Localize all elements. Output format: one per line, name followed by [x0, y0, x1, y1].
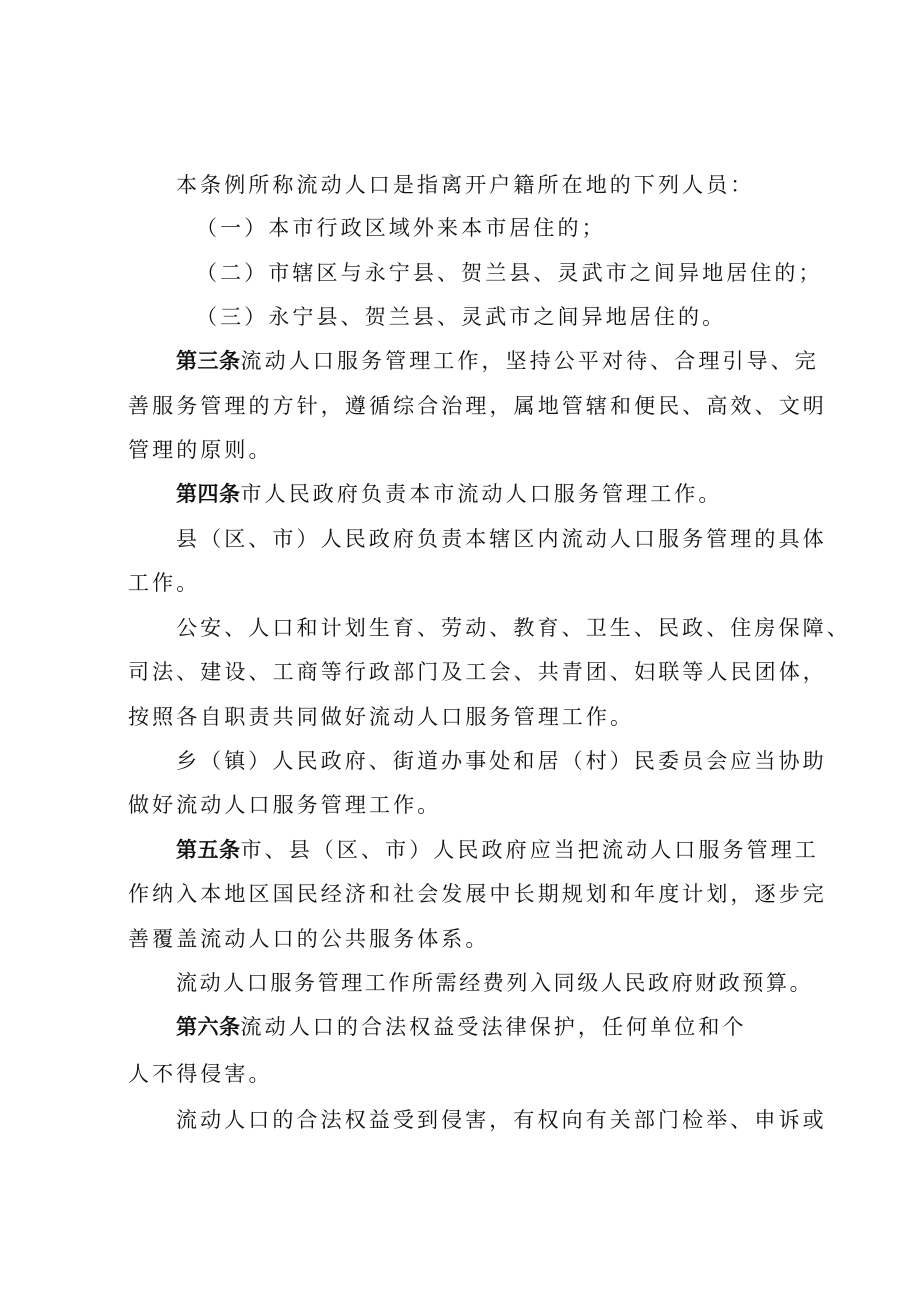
- line-text: 管理的原则。: [128, 438, 273, 462]
- article-3-line: [176, 347, 856, 375]
- line-text: 县（区、市）人民政府负责本辖区内流动人口服务管理的具体: [176, 527, 827, 551]
- paragraph-line: [128, 1060, 808, 1088]
- line-text: 市人民政府负责本市流动人口服务管理工作。: [240, 482, 723, 506]
- article-4-line: [176, 480, 856, 508]
- line-text: （一）本市行政区域外来本市居住的；: [196, 216, 606, 240]
- line-text: 流动人口的合法权益受到侵害，有权向有关部门检举、申诉或: [176, 1108, 827, 1132]
- line-text: 市、县（区、市）人民政府应当把流动人口服务管理工: [240, 838, 819, 862]
- paragraph-line: [128, 436, 808, 464]
- paragraph-line: [176, 525, 856, 553]
- paragraph-line: [128, 392, 827, 420]
- paragraph-line: [128, 658, 827, 686]
- line-text: 流动人口的合法权益受法律保护，任何单位和个: [240, 1015, 747, 1039]
- line-text: 做好流动人口服务管理工作。: [128, 793, 442, 817]
- article-label: 第五条: [176, 838, 241, 862]
- article-5-line: [176, 836, 856, 864]
- paragraph-line: [128, 925, 808, 953]
- paragraph-line: [176, 1106, 856, 1134]
- article-label: 第三条: [176, 349, 241, 373]
- paragraph-line: [128, 791, 808, 819]
- paragraph-line: [176, 969, 856, 997]
- paragraph-line: [176, 171, 856, 199]
- paragraph-line: [196, 303, 876, 331]
- line-text: 按照各自职责共同做好流动人口服务管理工作。: [128, 705, 635, 729]
- line-text: 司法、建设、工商等行政部门及工会、共青团、妇联等人民团体，: [128, 660, 827, 684]
- paragraph-line: [128, 569, 808, 597]
- line-text: （二）市辖区与永宁县、贺兰县、灵武市之间异地居住的；: [196, 261, 823, 285]
- line-text: 善覆盖流动人口的公共服务体系。: [128, 927, 490, 951]
- article-label: 第六条: [176, 1015, 241, 1039]
- paragraph-line: [176, 614, 856, 642]
- paragraph-line: [196, 214, 876, 242]
- line-text: 作纳入本地区国民经济和社会发展中长期规划和年度计划，逐步完: [128, 882, 827, 906]
- line-text: 乡（镇）人民政府、街道办事处和居（村）民委员会应当协助: [176, 749, 827, 773]
- paragraph-line: [176, 747, 856, 775]
- article-6-line: [176, 1013, 856, 1041]
- line-text: （三）永宁县、贺兰县、灵武市之间异地居住的。: [196, 305, 727, 329]
- line-text: 流动人口服务管理工作，坚持公平对待、合理引导、完: [240, 349, 819, 373]
- line-text: 公安、人口和计划生育、劳动、教育、卫生、民政、住房保障、: [176, 616, 851, 640]
- article-label: 第四条: [176, 482, 241, 506]
- line-text: 本条例所称流动人口是指离开户籍所在地的下列人员：: [176, 173, 755, 197]
- paragraph-line: [128, 703, 808, 731]
- line-text: 工作。: [128, 571, 201, 595]
- paragraph-line: [128, 880, 827, 908]
- paragraph-line: [196, 259, 876, 287]
- line-text: 善服务管理的方针，遵循综合治理，属地管辖和便民、高效、文明: [128, 394, 827, 418]
- line-text: 人不得侵害。: [128, 1062, 273, 1086]
- line-text: 流动人口服务管理工作所需经费列入同级人民政府财政预算。: [176, 971, 814, 995]
